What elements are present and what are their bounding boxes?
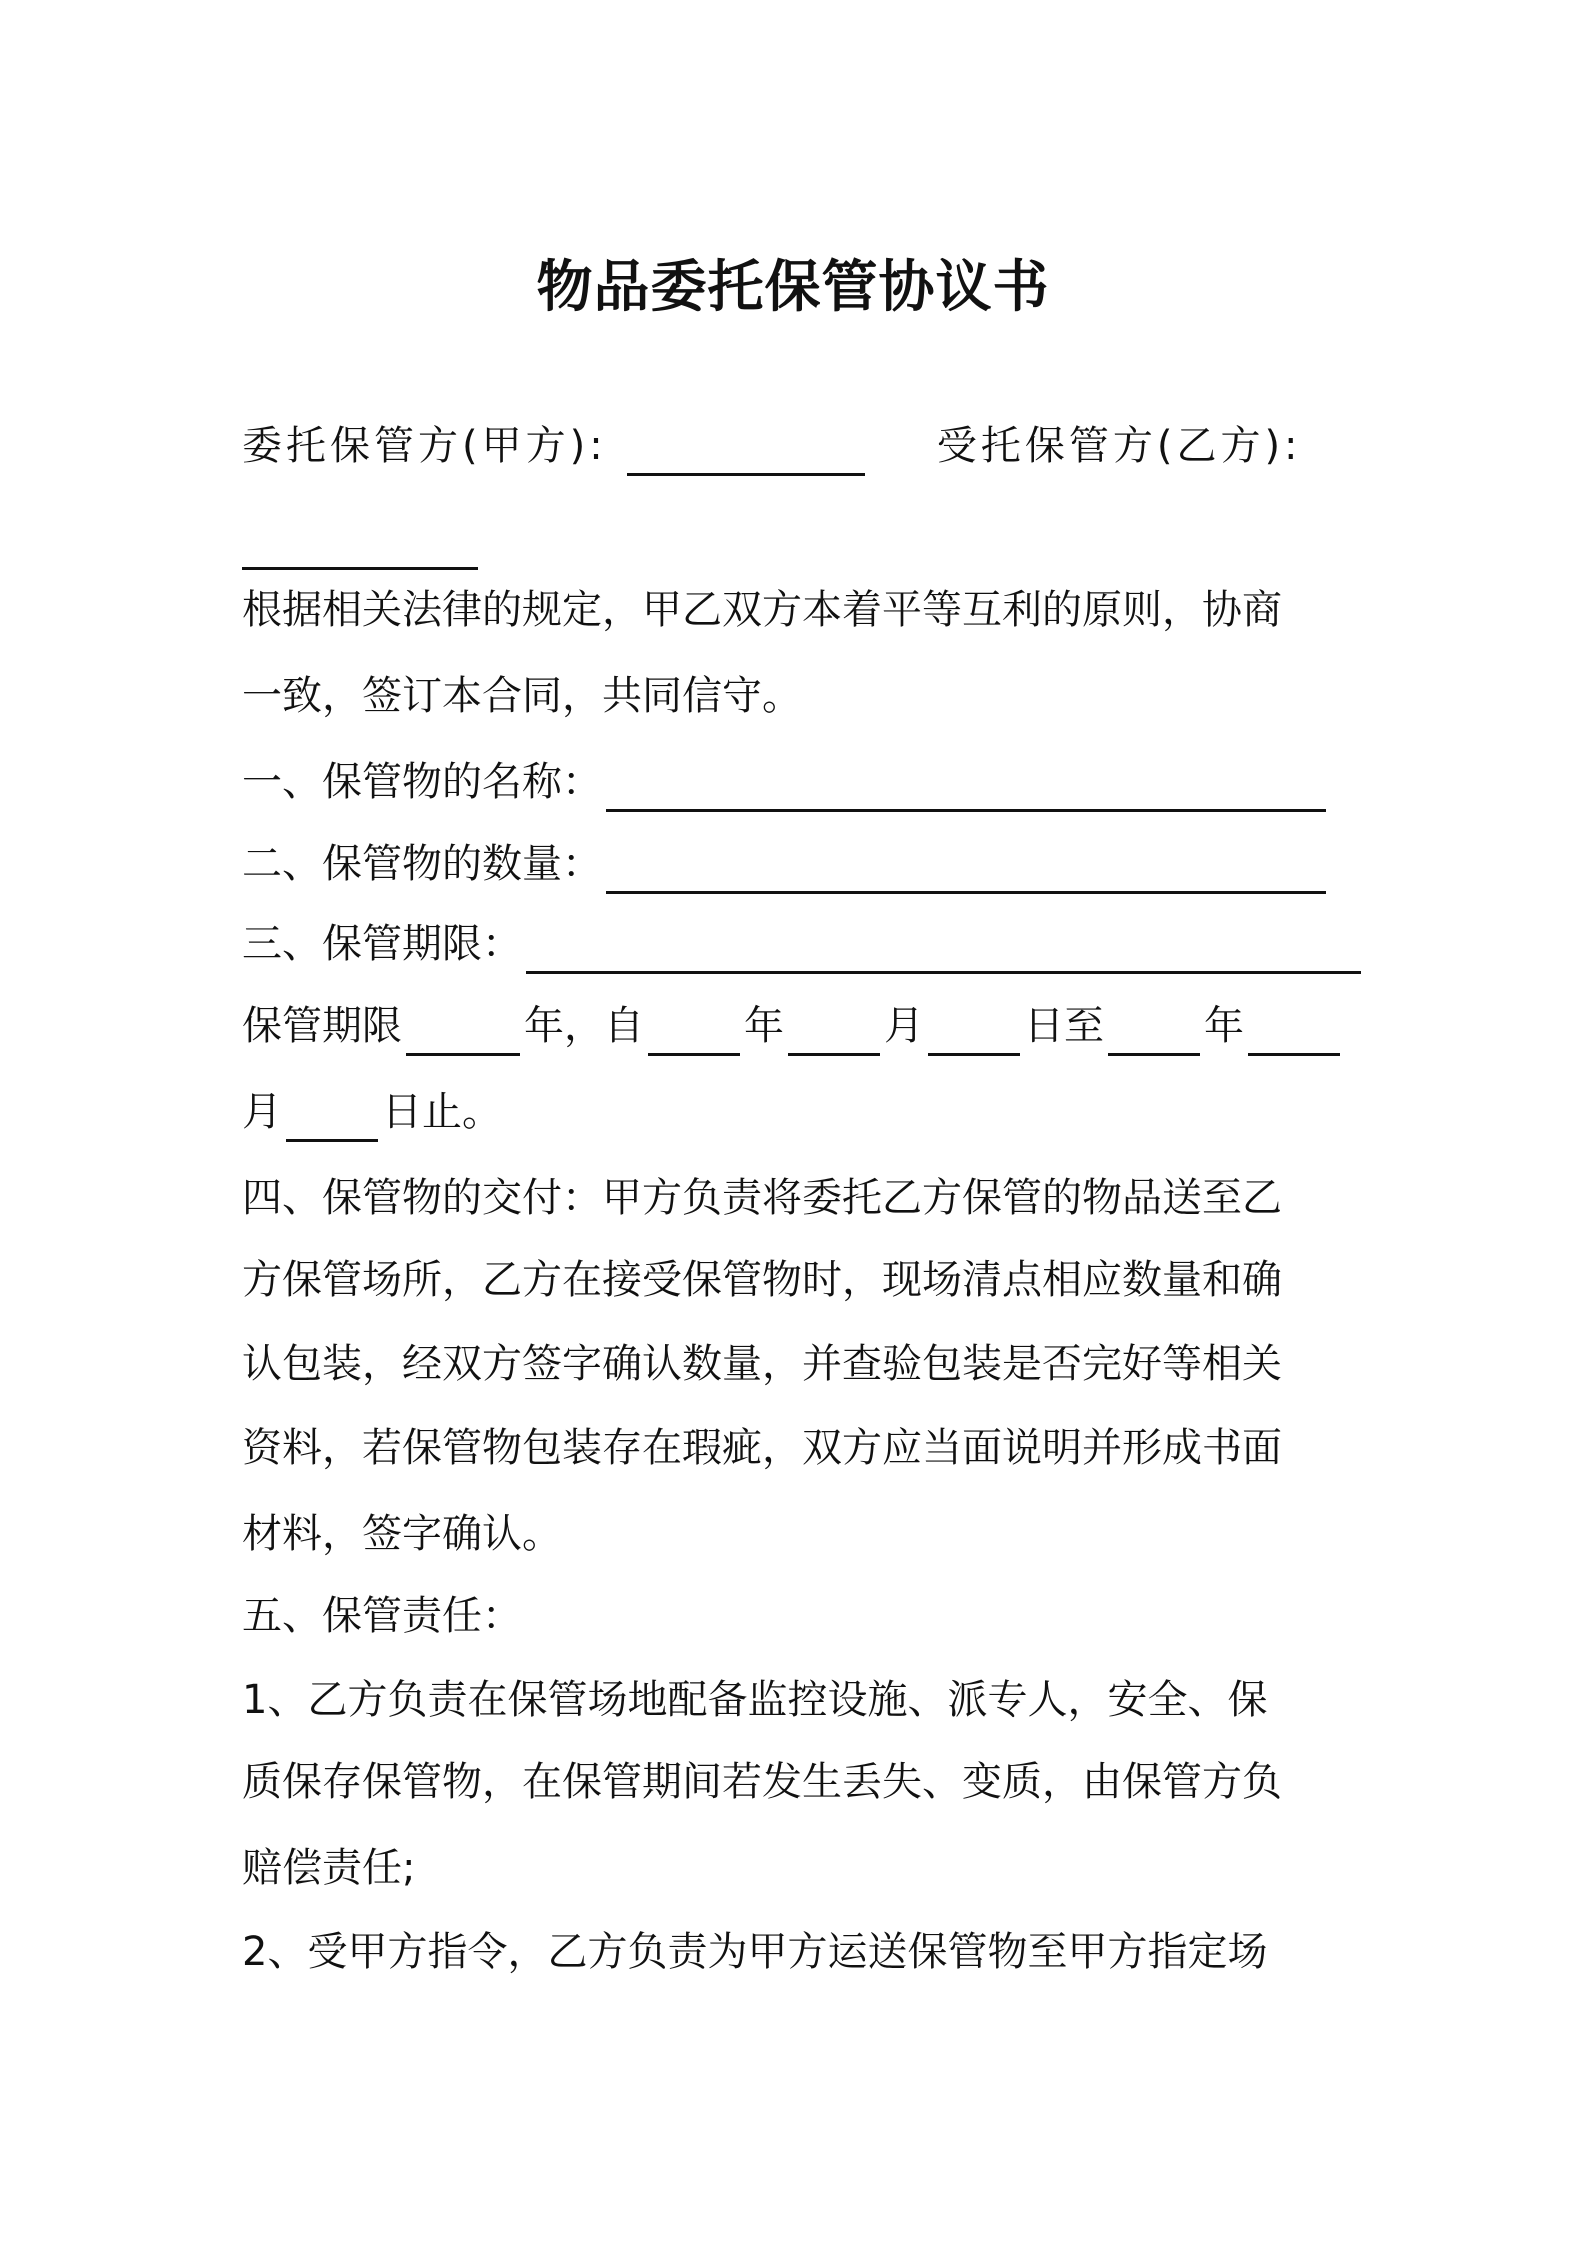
start-year-text: 年 (744, 1003, 784, 1049)
delivery-line-1: 四、保管物的交付：甲方负责将委托乙方保管的物品送至乙 (242, 1175, 1282, 1221)
term-years-blank (406, 1009, 520, 1056)
party-b-blank-line (242, 510, 1352, 570)
intro-line-2: 一致，签订本合同，共同信守。 (242, 673, 802, 719)
document-title: 物品委托保管协议书 (536, 255, 1050, 320)
clause-1-line-3: 赔偿责任; (242, 1845, 416, 1891)
storage-term-end-line (242, 1082, 1352, 1142)
item-quantity-label: 二、保管物的数量： (242, 841, 602, 887)
clause-1-line-2: 质保存保管物，在保管期间若发生丢失、变质，由保管方负 (242, 1759, 1282, 1805)
item-quantity-blank (606, 847, 1326, 894)
delivery-line-3: 认包装，经双方签字确认数量，并查验包装是否完好等相关 (242, 1341, 1282, 1387)
responsibility-heading: 五、保管责任： (242, 1593, 522, 1639)
storage-term-line (242, 914, 1352, 974)
item-name-line (242, 752, 1352, 812)
item-name-label: 一、保管物的名称： (242, 759, 602, 805)
intro-line-1: 根据相关法律的规定，甲乙双方本着平等互利的原则，协商 (242, 587, 1282, 633)
start-year-blank (648, 1009, 740, 1056)
delivery-line-4: 资料，若保管物包装存在瑕疵，双方应当面说明并形成书面 (242, 1425, 1282, 1471)
start-month-text: 月 (884, 1003, 924, 1049)
party-a-blank (627, 429, 865, 476)
end-month-text: 月 (242, 1089, 282, 1135)
term-year-from-text: 年，自 (524, 1003, 644, 1049)
end-year-text: 年 (1204, 1003, 1244, 1049)
end-day-blank (286, 1095, 378, 1142)
item-quantity-line (242, 834, 1352, 894)
party-b-label: 受托保管方(乙方): (936, 423, 1302, 469)
end-day-text: 日止。 (382, 1089, 502, 1135)
storage-term-detail-line (242, 996, 1352, 1056)
term-prefix: 保管期限 (242, 1003, 402, 1049)
start-day-blank (928, 1009, 1020, 1056)
end-month-blank (1248, 1009, 1340, 1056)
delivery-line-5: 材料，签字确认。 (242, 1511, 562, 1557)
party-a-label: 委托保管方(甲方): (242, 423, 607, 469)
party-b-blank (242, 523, 478, 570)
storage-term-label: 三、保管期限： (242, 921, 522, 967)
end-year-blank (1108, 1009, 1200, 1056)
parties-line (242, 416, 1352, 476)
clause-1-line-1: 1、乙方负责在保管场地配备监控设施、派专人，安全、保 (242, 1677, 1268, 1723)
storage-term-blank (526, 927, 1361, 974)
item-name-blank (606, 765, 1326, 812)
clause-2-line-1: 2、受甲方指令，乙方负责为甲方运送保管物至甲方指定场 (242, 1929, 1268, 1975)
start-month-blank (788, 1009, 880, 1056)
delivery-line-2: 方保管场所，乙方在接受保管物时，现场清点相应数量和确 (242, 1257, 1282, 1303)
start-day-to-text: 日至 (1024, 1003, 1104, 1049)
